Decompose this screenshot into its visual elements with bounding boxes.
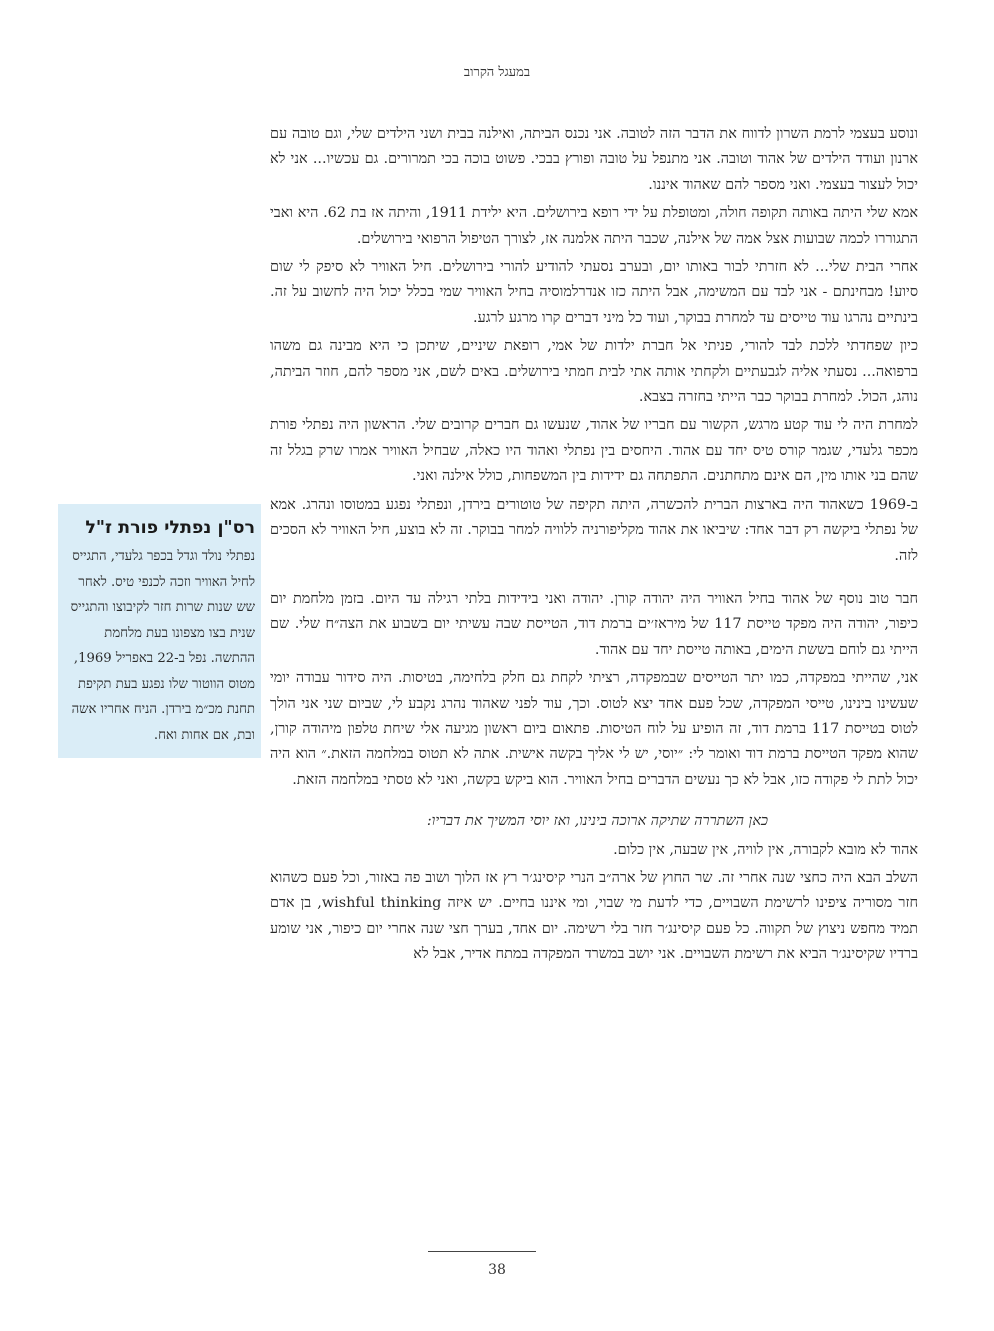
paragraph-4: כיון שפחדתי ללכת לבד להורי, פניתי אל חברת ילדות של אמי, רופאת שיניים, שיתכן כי היא מבינה גם משהו ברפואה... נסעתי אליה לגבעתיים ולקחתי אותה אתי לבית חמתי בירושלים. באים לשם, אני מספר להם, חוזר הביתה, נוהג, הכול. למחרת בבוקר כבר הייתי בחזרה בצבא.	[270, 338, 918, 406]
italic-interlude: כאן השתררה שתיקה ארוכה בינינו, ואז יוסי המשיך את דבריו:	[426, 813, 768, 830]
page-number: 38	[488, 1262, 506, 1278]
paragraph-7: חבר טוב נוסף של אהוד בחיל האוויר היה יהודה קורן. יהודה ואני בידידות בלתי רגילה עד היום. בזמן מלחמת יום כיפור, יהודה היה מפקד טייסת 117 של מיראז׳ים ברמת דוד, הטייסת שבה עשיתי יום בשבוע את הצה״ח שלי. שם הייתי גם לוחם בששת הימים, באותה טייסת יחד עם אהוד.	[270, 590, 918, 658]
footer-rule	[428, 1251, 536, 1252]
paragraph-9: אהוד לא מובא לקבורה, אין לוויה, אין שבעה, אין כלום.	[613, 841, 918, 858]
main-text-column	[270, 122, 918, 971]
english-phrase: wishful thinking	[321, 895, 442, 912]
paragraph-6: ב-1969 כשאהוד היה בארצות הברית להכשרה, היתה תקיפה של טוטורים בירדן, ונפתלי נפגע במטוסו ונהרג. אמא של נפתלי ביקשה רק דבר אחד: שיביאו את אהוד מקליפורניה ללוויה למחר בבוקר. זה לא בוצע, חיל האוויר לא הסכים לזה.	[270, 496, 918, 564]
paragraph-10-part-a: השלב הבא היה כחצי שנה אחרי זה. שר החוץ של ארה״ב הנרי קיסינג׳ר רץ אז הלוך ושוב פה באזור, וכל פעם כשהוא חזר מסוריה ציפינו לרשימת השבויים, כדי לדעת מי שבוי, ומי איננו בחיים. יש איזה	[270, 869, 918, 912]
memorial-sidebar	[58, 504, 261, 758]
paragraph-1: ונוסע בעצמי לרמת השרון לדווח את הדבר הזה לטובה. אני נכנס הביתה, ואילנה בבית ושני הילדים שלי, וגם טובה עם ארנון ועודד הילדים של אהוד וטובה. אני מתנפל על טובה ופורץ בבכי. פשוט בוכה בכי תמרורים. גם עכשיו... אני לא יכול לעצור בעצמי. ואני מספר להם שאהוד איננו.	[270, 126, 918, 193]
paragraph-10-part-b: , בן אדם תמיד מחפש ניצוץ של תקווה. כל פעם קיסינג׳ר חזר בלי רשימה. יום אחד, בערך חצי שנה אחרי יום כיפור, אני שומע ברדיו שקיסינג׳ר הביא את רשימת השבויים. אני יושב במשרד המפקדה במתח אדיר, אבל לא	[270, 895, 918, 963]
paragraph-2: אמא שלי היתה באותה תקופה חולה, ומטופלת על ידי רופא בירושלים. היא ילידת 1911, והיתה אז בת 62. היא ואבי התגוררו לכמה שבועות אצל אמה של אילנה, שכבר היתה אלמנה אז, לצורך הטיפול הרפואי בירושלים.	[270, 205, 918, 247]
paragraph-8: אני, שהייתי במפקדה, כמו יתר הטייסים שבמפקדה, רציתי לקחת גם חלק בלחימה, בטיסות. היה סידור עבודה יומי שעשינו בינינו, טייסי המפקדה, שכל פעם אחד יצא לטוס. וכך, עוד לפני שאהוד נהרג נקבע לי, שביום שני אני הולך לטוס בטייסת 117 ברמת דוד, זה הופיע על לוח הטיסות. פתאום ביום ראשון מגיעה אלי שיחת טלפון מיהודה קורן, שהוא מפקד הטייסת ברמת דוד ואומר לי: ״יוסי, יש לי אליך בקשה אישית. אתה לא תטוס במלחמה הזאת.״ הוא היה יכול לתת לי פקודה כזו, אבל לא כך נעשים הדברים בחיל האוויר. הוא ביקש בקשה, ואני לא טסתי במלחמה הזאת.	[270, 670, 919, 788]
sidebar-body: נפתלי נולד וגדל בכפר גלעדי, התגייס לחיל האוויר וזכה לכנפי טיס. לאחר שש שנות שרות חזר לקיבוצו והתגייס שנית בצו מצפונו בעת מלחמת ההתשה. נפל ב-22 באפריל 1969, מטוס הווטור שלו נפגע בעת תקיפת תחנת מכ״מ בירדן. הניח אחריו אשה ובת, אם אחות ואח.	[70, 549, 255, 743]
paragraph-10	[270, 866, 918, 968]
sidebar-title: רס"ן נפתלי פורת ז"ל	[85, 518, 255, 538]
paragraph-5: למחרת היה לי עוד קטע מרגש, הקשור עם חבריו של אהוד, שנעשו גם חברים קרובים שלי. הראשון היה נפתלי פורת מכפר גלעדי, שגמר קורס טיס יחד עם אהוד. היחסים בין נפתלי ואהוד היו כאלה, שבחיל האוויר אמרו שרק בגלל זה שהם בני אותו מין, הם אינם מתחתנים. התפתחה גם ידידות בין המשפחות, כולל אילנה ואני.	[270, 417, 918, 485]
running-head: במעגל הקרוב	[463, 65, 531, 80]
paragraph-3: אחרי הבית שלי... לא חזרתי לבור באותו יום, ובערב נסעתי להודיע להורי בירושלים. חיל האוויר לא סיפק לי שום סיוע! מבחינתם - אני לבד עם המשימה, אבל היתה כזו אנדרלמוסיה בחיל האוויר שמי בכלל יכול היה לחשוב על זה. בינתיים נהרגו עוד טייסים עד למחרת בבוקר, ועוד כל מיני דברים קרו מרגע לרגע.	[270, 259, 918, 326]
